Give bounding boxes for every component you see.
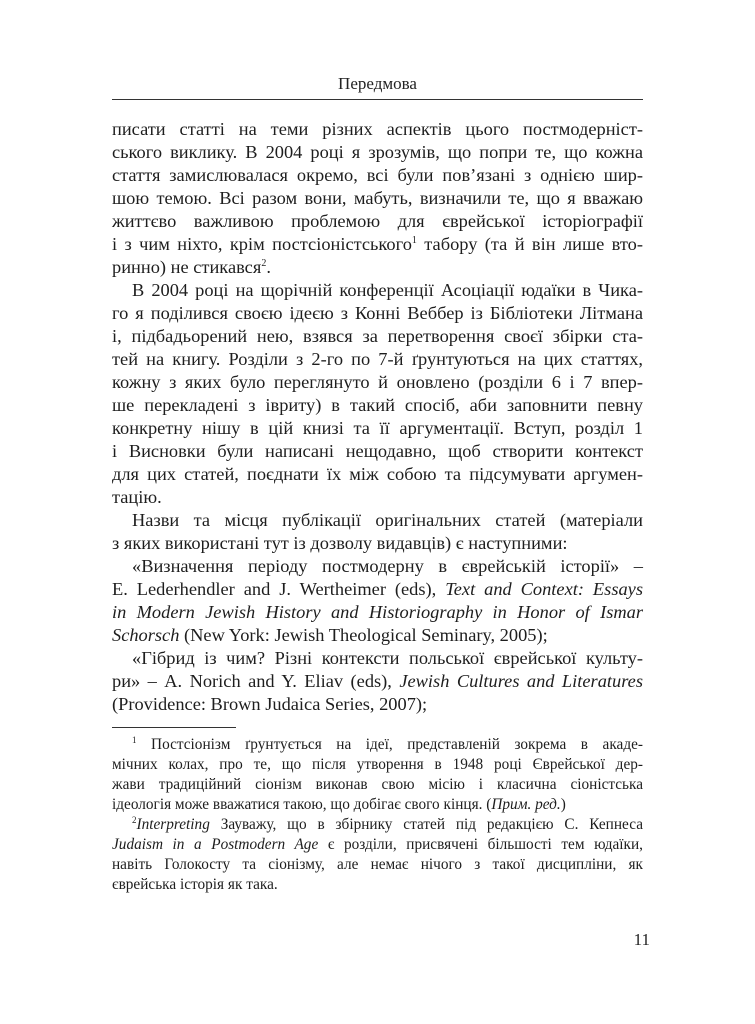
footnote-line: [112, 795, 643, 815]
text-line: [112, 601, 643, 624]
text-run: ідеологія може вважатися такою, що добігає свого кінця. (: [112, 796, 492, 813]
text-run: E. Lederhendler and J. Wertheimer (eds),: [112, 579, 446, 599]
text-line: [112, 141, 643, 164]
text-line: [112, 233, 643, 256]
italic-run: Jewish Cultures and Literatures: [399, 671, 643, 691]
text-run: ри» – A. Norich and Y. Eliav (eds),: [112, 671, 400, 691]
text-run: тацію.: [112, 487, 162, 507]
running-head: Передмова: [338, 74, 417, 93]
italic-run: Schorsch: [112, 625, 180, 645]
italic-run: Interpreting: [136, 816, 210, 833]
page-number: 11: [633, 930, 650, 949]
text-line: [112, 509, 643, 532]
text-run: конкретну нішу в цій книзі та її аргументації. Вступ, розділ 1: [112, 418, 643, 438]
text-run: табору (та й він лише вто-: [416, 234, 643, 254]
footnote-line: [112, 755, 643, 775]
text-line: [112, 279, 643, 302]
italic-run: Прим. ред.: [491, 796, 561, 813]
main-text: [112, 118, 643, 716]
text-line: [112, 302, 643, 325]
text-run: (Providence: Brown Judaica Series, 2007);: [112, 694, 428, 714]
text-run: «Визначення періоду постмодерну в єврейській історії» –: [132, 556, 643, 576]
footnote-line: [112, 855, 643, 875]
text-line: [112, 647, 643, 670]
text-run: ше перекладені з івриту) в такий спосіб, аби заповнити певну: [112, 395, 643, 415]
text-run: з яких використані тут із дозволу видавців) є наступними:: [112, 533, 568, 553]
text-run: ринно) не стикався: [112, 257, 262, 277]
text-line: [112, 325, 643, 348]
text-run: і з чим ніхто, крім постсіоністського: [112, 234, 412, 254]
text-line: [112, 578, 643, 601]
text-run: «Гібрид із чим? Різні контексти польської єврейської культу-: [132, 648, 643, 668]
footnote-reference: 2: [261, 258, 267, 269]
text-line: [112, 371, 643, 394]
text-run: ): [560, 796, 566, 813]
footnote-line: [112, 815, 643, 835]
text-run: мічних колах, про те, що після утворення в 1948 році Єврейської дер-: [112, 756, 643, 773]
text-run: навіть Голокосту та сіонізму, але немає нічого з такої дисципліни, як: [112, 856, 643, 873]
italic-run: Judaism in a Postmodern Age: [112, 836, 319, 853]
text-line: [112, 417, 643, 440]
text-line: [112, 187, 643, 210]
text-line: [112, 486, 643, 509]
text-run: го я поділився своєю ідеєю з Конні Веббер із Бібліотеки Літмана: [112, 303, 643, 323]
text-line: [112, 624, 643, 647]
text-line: [112, 348, 643, 371]
footnote-separator: [112, 727, 236, 728]
footnote-line: [112, 775, 643, 795]
text-run: для цих статей, поєднати їх між собою та підсумувати аргумен-: [112, 464, 643, 484]
footnote-reference: 1: [411, 235, 417, 246]
text-line: [112, 394, 643, 417]
text-run: кожну з яких було переглянуто й оновлено (розділи 6 і 7 впер-: [112, 372, 643, 392]
text-run: єврейська історія як така.: [112, 876, 278, 893]
text-run: стаття замислювалася окремо, всі були пов’язані з однією шир-: [112, 165, 643, 185]
text-run: тей на книгу. Розділи з 2-го по 7-й ґрунтуються на цих статтях,: [112, 349, 643, 369]
footnote-line: [112, 735, 643, 755]
text-run: є розділи, присвячені більшості тем юдаїки,: [318, 836, 643, 853]
footnotes: [112, 735, 643, 895]
text-line: [112, 440, 643, 463]
text-line: [112, 670, 643, 693]
text-run: жави традиційний сіонізм виконав свою місію і класична сіоністська: [112, 776, 643, 793]
footnote-line: [112, 835, 643, 855]
text-run: Зауважу, що в збірнику статей під редакцією С. Кепнеса: [209, 816, 643, 833]
text-line: [112, 463, 643, 486]
text-run: писати статті на теми різних аспектів цього постмодерніст-: [112, 119, 643, 139]
text-run: В 2004 році на щорічній конференції Асоціації юдаїки в Чика-: [132, 280, 643, 300]
text-run: життєво важливою проблемою для єврейської історіографії: [112, 211, 643, 231]
text-run: шою темою. Всі разом вони, мабуть, визначили те, що я вважаю: [112, 188, 643, 208]
text-run: ського виклику. В 2004 році я зрозумів, що попри те, що кожна: [112, 142, 643, 162]
footnote-marker: 2: [132, 815, 137, 825]
text-run: .: [266, 257, 271, 277]
text-line: [112, 118, 643, 141]
text-run: і, підбадьорений нею, взявся за перетворення своєї збірки ста-: [112, 326, 643, 346]
text-line: [112, 164, 643, 187]
text-line: [112, 693, 643, 716]
italic-run: Text and Context: Essays: [445, 579, 643, 599]
text-line: [112, 532, 643, 555]
text-run: (New York: Jewish Theological Seminary, 2005);: [179, 625, 548, 645]
text-line: [112, 256, 643, 279]
italic-run: in Modern Jewish History and Historiography in Honor of Ismar: [112, 602, 643, 622]
footnote-line: [112, 875, 643, 895]
text-run: Постсіонізм ґрунтується на ідеї, представленій зокрема в акаде-: [136, 736, 643, 753]
footnote-marker: 1: [132, 735, 137, 745]
text-run: Назви та місця публікації оригінальних статей (матеріали: [132, 510, 643, 530]
text-line: [112, 555, 643, 578]
text-line: [112, 210, 643, 233]
header-rule: [112, 99, 643, 100]
text-run: і Висновки були написані нещодавно, щоб створити контекст: [112, 441, 643, 461]
